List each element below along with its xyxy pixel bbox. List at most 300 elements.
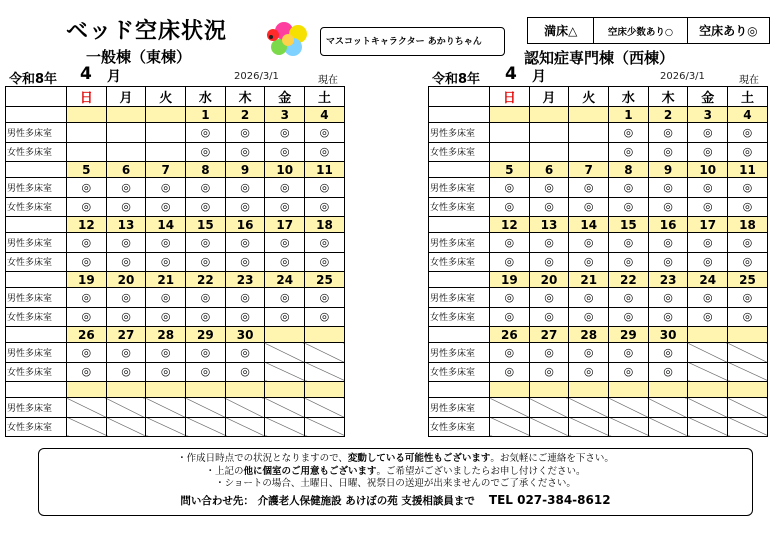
male-room-row <box>6 288 345 308</box>
weekday-fri: 金 <box>265 87 305 107</box>
male-room-row <box>6 178 345 198</box>
date-cell: 8 <box>609 162 649 178</box>
availability-cell: ◎ <box>146 252 186 272</box>
date-cell: 2 <box>648 107 688 123</box>
date-cell: 22 <box>186 272 226 288</box>
date-cell: 26 <box>67 327 107 343</box>
availability-cell: ◎ <box>225 197 265 217</box>
availability-cell: ◎ <box>305 142 345 162</box>
male-room-row <box>6 343 345 363</box>
date-cell: 30 <box>225 327 265 343</box>
availability-cell: ◎ <box>609 307 649 327</box>
availability-cell: ◎ <box>609 288 649 308</box>
date-cell <box>688 382 728 398</box>
availability-cell <box>305 417 345 437</box>
date-cell: 29 <box>186 327 226 343</box>
notice-line-2: ・上記の他に個室のご用意もございます。ご希望がございましたらお申し付けください。 <box>205 465 586 477</box>
female-room-row <box>429 417 768 437</box>
weekday-thu: 木 <box>225 87 265 107</box>
calendar-west <box>428 86 768 437</box>
availability-cell: ◎ <box>67 343 107 363</box>
availability-cell <box>609 398 649 418</box>
availability-cell <box>728 417 768 437</box>
era-label: 令和8年 <box>9 72 58 87</box>
availability-cell: ◎ <box>728 142 768 162</box>
male-room-label: 男性多床室 <box>6 343 67 363</box>
date-cell: 10 <box>265 162 305 178</box>
availability-cell <box>688 343 728 363</box>
date-row <box>429 272 768 288</box>
weekday-sun: 日 <box>490 87 530 107</box>
availability-cell <box>529 417 569 437</box>
availability-cell: ◎ <box>186 178 226 198</box>
male-room-row <box>429 178 768 198</box>
availability-cell: ◎ <box>186 233 226 253</box>
date-cell: 14 <box>569 217 609 233</box>
month-unit: 月 <box>107 69 121 85</box>
female-room-label: 女性多床室 <box>429 252 490 272</box>
availability-cell <box>67 142 107 162</box>
availability-cell: ◎ <box>265 288 305 308</box>
availability-cell: ◎ <box>569 178 609 198</box>
date-cell <box>265 382 305 398</box>
date-cell: 16 <box>648 217 688 233</box>
date-row <box>429 217 768 233</box>
availability-cell: ◎ <box>688 307 728 327</box>
date-cell: 20 <box>106 272 146 288</box>
availability-cell: ◎ <box>490 343 530 363</box>
date-cell <box>186 382 226 398</box>
notice-line-1: ・作成日時点での状況となりますので、変動している可能性もございます。お気軽にご連絡を下さい。 <box>177 453 614 464</box>
availability-cell <box>305 343 345 363</box>
female-room-row <box>6 307 345 327</box>
availability-cell: ◎ <box>609 252 649 272</box>
as-of-label: 現在 <box>318 75 338 86</box>
weekday-fri: 金 <box>688 87 728 107</box>
era-label: 令和8年 <box>432 72 481 87</box>
availability-cell: ◎ <box>146 362 186 382</box>
availability-cell: ◎ <box>688 142 728 162</box>
date-cell <box>106 382 146 398</box>
availability-cell: ◎ <box>67 288 107 308</box>
availability-cell: ◎ <box>186 142 226 162</box>
contact-line <box>39 494 752 508</box>
date-cell: 6 <box>106 162 146 178</box>
availability-cell <box>569 142 609 162</box>
availability-cell <box>728 362 768 382</box>
notice-line-3: ・ショートの場合、土曜日、日曜、祝祭日の送迎が出来ませんのでご了承ください。 <box>215 478 576 489</box>
availability-cell: ◎ <box>648 252 688 272</box>
date-cell: 5 <box>67 162 107 178</box>
male-room-label: 男性多床室 <box>429 233 490 253</box>
date-row <box>6 162 345 178</box>
availability-cell <box>490 398 530 418</box>
female-room-row <box>429 252 768 272</box>
female-room-label: 女性多床室 <box>429 362 490 382</box>
date-cell: 11 <box>305 162 345 178</box>
availability-cell <box>146 142 186 162</box>
availability-cell: ◎ <box>67 307 107 327</box>
male-room-label: 男性多床室 <box>6 288 67 308</box>
availability-cell <box>609 417 649 437</box>
date-cell <box>569 382 609 398</box>
availability-cell: ◎ <box>106 343 146 363</box>
availability-cell: ◎ <box>225 233 265 253</box>
availability-cell: ◎ <box>225 123 265 143</box>
availability-cell: ◎ <box>305 178 345 198</box>
availability-cell <box>186 398 226 418</box>
availability-cell <box>529 142 569 162</box>
date-row <box>6 382 345 398</box>
male-room-label: 男性多床室 <box>6 178 67 198</box>
date-cell <box>146 382 186 398</box>
availability-cell: ◎ <box>688 233 728 253</box>
date-row <box>6 327 345 343</box>
date-cell: 15 <box>186 217 226 233</box>
date-cell: 4 <box>305 107 345 123</box>
availability-cell: ◎ <box>186 343 226 363</box>
legend-few: 空床少数あり○ <box>594 18 687 43</box>
date-cell: 23 <box>648 272 688 288</box>
legend-full: 満床△ <box>528 18 594 43</box>
availability-cell: ◎ <box>490 197 530 217</box>
availability-cell: ◎ <box>305 233 345 253</box>
availability-cell: ◎ <box>67 362 107 382</box>
availability-cell: ◎ <box>490 288 530 308</box>
availability-cell: ◎ <box>265 197 305 217</box>
date-cell: 17 <box>265 217 305 233</box>
date-row <box>429 162 768 178</box>
availability-cell <box>106 398 146 418</box>
availability-cell: ◎ <box>569 252 609 272</box>
availability-cell: ◎ <box>728 252 768 272</box>
date-row <box>6 217 345 233</box>
date-cell <box>146 107 186 123</box>
availability-cell: ◎ <box>225 288 265 308</box>
month-unit: 月 <box>532 69 546 85</box>
date-cell: 9 <box>225 162 265 178</box>
male-room-row <box>429 123 768 143</box>
availability-cell: ◎ <box>609 142 649 162</box>
as-of-date: 2026/3/1 <box>234 71 279 82</box>
contact-text: 問い合わせ先： 介護老人保健施設 あけぼの苑 支援相談員まで <box>180 494 475 507</box>
female-room-label: 女性多床室 <box>6 307 67 327</box>
availability-cell: ◎ <box>490 307 530 327</box>
as-of-date: 2026/3/1 <box>660 71 705 82</box>
date-cell <box>67 107 107 123</box>
date-row <box>429 382 768 398</box>
date-cell: 13 <box>529 217 569 233</box>
ward-name-east: 一般棟（東棟） <box>86 48 192 66</box>
notice-box <box>38 448 753 516</box>
weekday-mon: 月 <box>529 87 569 107</box>
availability-cell: ◎ <box>490 252 530 272</box>
availability-cell: ◎ <box>728 178 768 198</box>
female-room-row <box>429 197 768 217</box>
male-room-row <box>6 398 345 418</box>
availability-cell <box>67 123 107 143</box>
availability-cell: ◎ <box>728 123 768 143</box>
availability-cell: ◎ <box>688 252 728 272</box>
availability-cell <box>67 398 107 418</box>
date-cell: 6 <box>529 162 569 178</box>
availability-cell: ◎ <box>146 233 186 253</box>
availability-cell: ◎ <box>648 362 688 382</box>
date-cell: 18 <box>728 217 768 233</box>
availability-cell: ◎ <box>106 233 146 253</box>
date-cell: 13 <box>106 217 146 233</box>
availability-cell <box>688 398 728 418</box>
date-cell: 28 <box>146 327 186 343</box>
female-room-row <box>6 362 345 382</box>
date-row <box>429 327 768 343</box>
availability-cell: ◎ <box>490 362 530 382</box>
date-cell <box>490 382 530 398</box>
female-room-row <box>429 142 768 162</box>
male-room-row <box>429 343 768 363</box>
date-cell <box>688 327 728 343</box>
male-room-label: 男性多床室 <box>6 233 67 253</box>
female-room-label: 女性多床室 <box>6 362 67 382</box>
availability-cell: ◎ <box>648 288 688 308</box>
date-cell: 10 <box>688 162 728 178</box>
availability-cell: ◎ <box>186 252 226 272</box>
weekday-sat: 土 <box>728 87 768 107</box>
legend-available: 空床あり◎ <box>699 24 758 38</box>
availability-cell: ◎ <box>529 362 569 382</box>
date-cell <box>569 107 609 123</box>
availability-cell: ◎ <box>609 362 649 382</box>
male-room-label: 男性多床室 <box>429 343 490 363</box>
date-cell: 11 <box>728 162 768 178</box>
weekday-sat: 土 <box>305 87 345 107</box>
legend <box>527 17 770 44</box>
availability-cell <box>106 417 146 437</box>
date-cell <box>490 107 530 123</box>
date-cell: 8 <box>186 162 226 178</box>
as-of-label: 現在 <box>739 75 759 86</box>
availability-cell <box>529 123 569 143</box>
date-cell: 16 <box>225 217 265 233</box>
availability-cell: ◎ <box>529 307 569 327</box>
availability-cell: ◎ <box>490 233 530 253</box>
female-room-label: 女性多床室 <box>6 252 67 272</box>
availability-cell: ◎ <box>106 307 146 327</box>
availability-cell: ◎ <box>106 178 146 198</box>
availability-cell: ◎ <box>569 197 609 217</box>
date-cell <box>225 382 265 398</box>
availability-cell: ◎ <box>609 178 649 198</box>
availability-cell: ◎ <box>609 123 649 143</box>
male-room-label: 男性多床室 <box>429 123 490 143</box>
date-cell: 7 <box>569 162 609 178</box>
date-cell: 25 <box>305 272 345 288</box>
availability-cell: ◎ <box>728 288 768 308</box>
male-room-label: 男性多床室 <box>429 398 490 418</box>
availability-cell: ◎ <box>265 142 305 162</box>
date-cell: 15 <box>609 217 649 233</box>
date-cell: 7 <box>146 162 186 178</box>
availability-cell <box>648 417 688 437</box>
availability-cell: ◎ <box>67 252 107 272</box>
weekday-sun: 日 <box>67 87 107 107</box>
male-room-label: 男性多床室 <box>6 123 67 143</box>
date-cell: 28 <box>569 327 609 343</box>
mascot-flower-icon <box>262 20 320 58</box>
date-cell: 14 <box>146 217 186 233</box>
month-number: 4 <box>80 64 92 84</box>
date-cell: 27 <box>529 327 569 343</box>
weekday-tue: 火 <box>146 87 186 107</box>
date-cell <box>265 327 305 343</box>
availability-cell: ◎ <box>688 178 728 198</box>
availability-cell: ◎ <box>688 123 728 143</box>
availability-cell: ◎ <box>186 362 226 382</box>
availability-cell: ◎ <box>265 233 305 253</box>
availability-cell: ◎ <box>529 197 569 217</box>
date-cell <box>728 382 768 398</box>
availability-cell: ◎ <box>67 178 107 198</box>
date-cell: 4 <box>728 107 768 123</box>
male-room-label: 男性多床室 <box>6 398 67 418</box>
male-room-row <box>6 123 345 143</box>
availability-cell: ◎ <box>609 343 649 363</box>
date-cell: 19 <box>490 272 530 288</box>
availability-cell <box>265 398 305 418</box>
date-cell <box>529 382 569 398</box>
availability-cell: ◎ <box>609 197 649 217</box>
date-row <box>429 107 768 123</box>
availability-cell: ◎ <box>225 178 265 198</box>
date-row <box>6 107 345 123</box>
date-cell: 12 <box>67 217 107 233</box>
date-cell: 29 <box>609 327 649 343</box>
availability-cell: ◎ <box>225 252 265 272</box>
availability-cell: ◎ <box>106 197 146 217</box>
availability-cell: ◎ <box>106 252 146 272</box>
availability-cell: ◎ <box>186 307 226 327</box>
availability-cell: ◎ <box>67 197 107 217</box>
availability-cell: ◎ <box>728 233 768 253</box>
weekday-thu: 木 <box>648 87 688 107</box>
date-cell: 9 <box>648 162 688 178</box>
availability-cell: ◎ <box>648 178 688 198</box>
availability-cell: ◎ <box>225 307 265 327</box>
availability-cell: ◎ <box>648 123 688 143</box>
female-room-label: 女性多床室 <box>6 142 67 162</box>
female-room-row <box>6 417 345 437</box>
availability-cell: ◎ <box>688 288 728 308</box>
availability-cell: ◎ <box>305 252 345 272</box>
availability-cell: ◎ <box>225 343 265 363</box>
male-room-row <box>429 398 768 418</box>
date-cell: 17 <box>688 217 728 233</box>
availability-cell <box>146 123 186 143</box>
date-cell <box>67 382 107 398</box>
availability-cell: ◎ <box>305 197 345 217</box>
date-cell: 3 <box>688 107 728 123</box>
availability-cell <box>146 398 186 418</box>
date-cell: 5 <box>490 162 530 178</box>
availability-cell <box>265 343 305 363</box>
availability-cell <box>305 398 345 418</box>
availability-cell: ◎ <box>265 178 305 198</box>
weekday-tue: 火 <box>569 87 609 107</box>
availability-cell <box>106 123 146 143</box>
availability-cell <box>648 398 688 418</box>
availability-cell <box>265 417 305 437</box>
date-cell: 26 <box>490 327 530 343</box>
date-cell: 20 <box>529 272 569 288</box>
female-room-row <box>6 197 345 217</box>
availability-cell <box>728 343 768 363</box>
availability-cell: ◎ <box>569 307 609 327</box>
date-cell: 21 <box>146 272 186 288</box>
date-row <box>6 272 345 288</box>
male-room-label: 男性多床室 <box>429 288 490 308</box>
date-cell: 1 <box>609 107 649 123</box>
availability-cell <box>569 398 609 418</box>
female-room-row <box>429 362 768 382</box>
date-cell: 21 <box>569 272 609 288</box>
availability-cell: ◎ <box>146 197 186 217</box>
date-cell: 30 <box>648 327 688 343</box>
availability-cell <box>688 362 728 382</box>
availability-cell: ◎ <box>225 142 265 162</box>
female-room-row <box>429 307 768 327</box>
date-cell: 24 <box>688 272 728 288</box>
availability-cell: ◎ <box>305 123 345 143</box>
weekday-wed: 水 <box>609 87 649 107</box>
date-cell: 18 <box>305 217 345 233</box>
availability-cell <box>728 398 768 418</box>
availability-cell: ◎ <box>529 252 569 272</box>
month-number: 4 <box>505 64 517 84</box>
availability-cell: ◎ <box>186 197 226 217</box>
male-room-row <box>429 288 768 308</box>
availability-cell <box>490 123 530 143</box>
availability-cell: ◎ <box>569 362 609 382</box>
date-cell <box>106 107 146 123</box>
availability-cell: ◎ <box>529 288 569 308</box>
female-room-row <box>6 142 345 162</box>
calendar-east <box>5 86 345 437</box>
date-cell: 25 <box>728 272 768 288</box>
availability-cell <box>569 123 609 143</box>
date-cell: 24 <box>265 272 305 288</box>
date-cell <box>305 382 345 398</box>
availability-cell: ◎ <box>569 343 609 363</box>
female-room-label: 女性多床室 <box>429 417 490 437</box>
availability-cell: ◎ <box>265 252 305 272</box>
female-room-label: 女性多床室 <box>429 197 490 217</box>
mascot-label: マスコットキャラクター あかりちゃん <box>320 27 505 56</box>
availability-cell <box>106 142 146 162</box>
availability-cell: ◎ <box>490 178 530 198</box>
male-room-row <box>6 233 345 253</box>
male-room-label: 男性多床室 <box>429 178 490 198</box>
weekday-wed: 水 <box>186 87 226 107</box>
availability-cell: ◎ <box>529 178 569 198</box>
availability-cell <box>688 417 728 437</box>
availability-cell: ◎ <box>728 197 768 217</box>
availability-cell <box>67 417 107 437</box>
availability-cell <box>225 417 265 437</box>
availability-cell: ◎ <box>648 233 688 253</box>
availability-cell: ◎ <box>106 362 146 382</box>
date-cell <box>609 382 649 398</box>
availability-cell: ◎ <box>688 197 728 217</box>
